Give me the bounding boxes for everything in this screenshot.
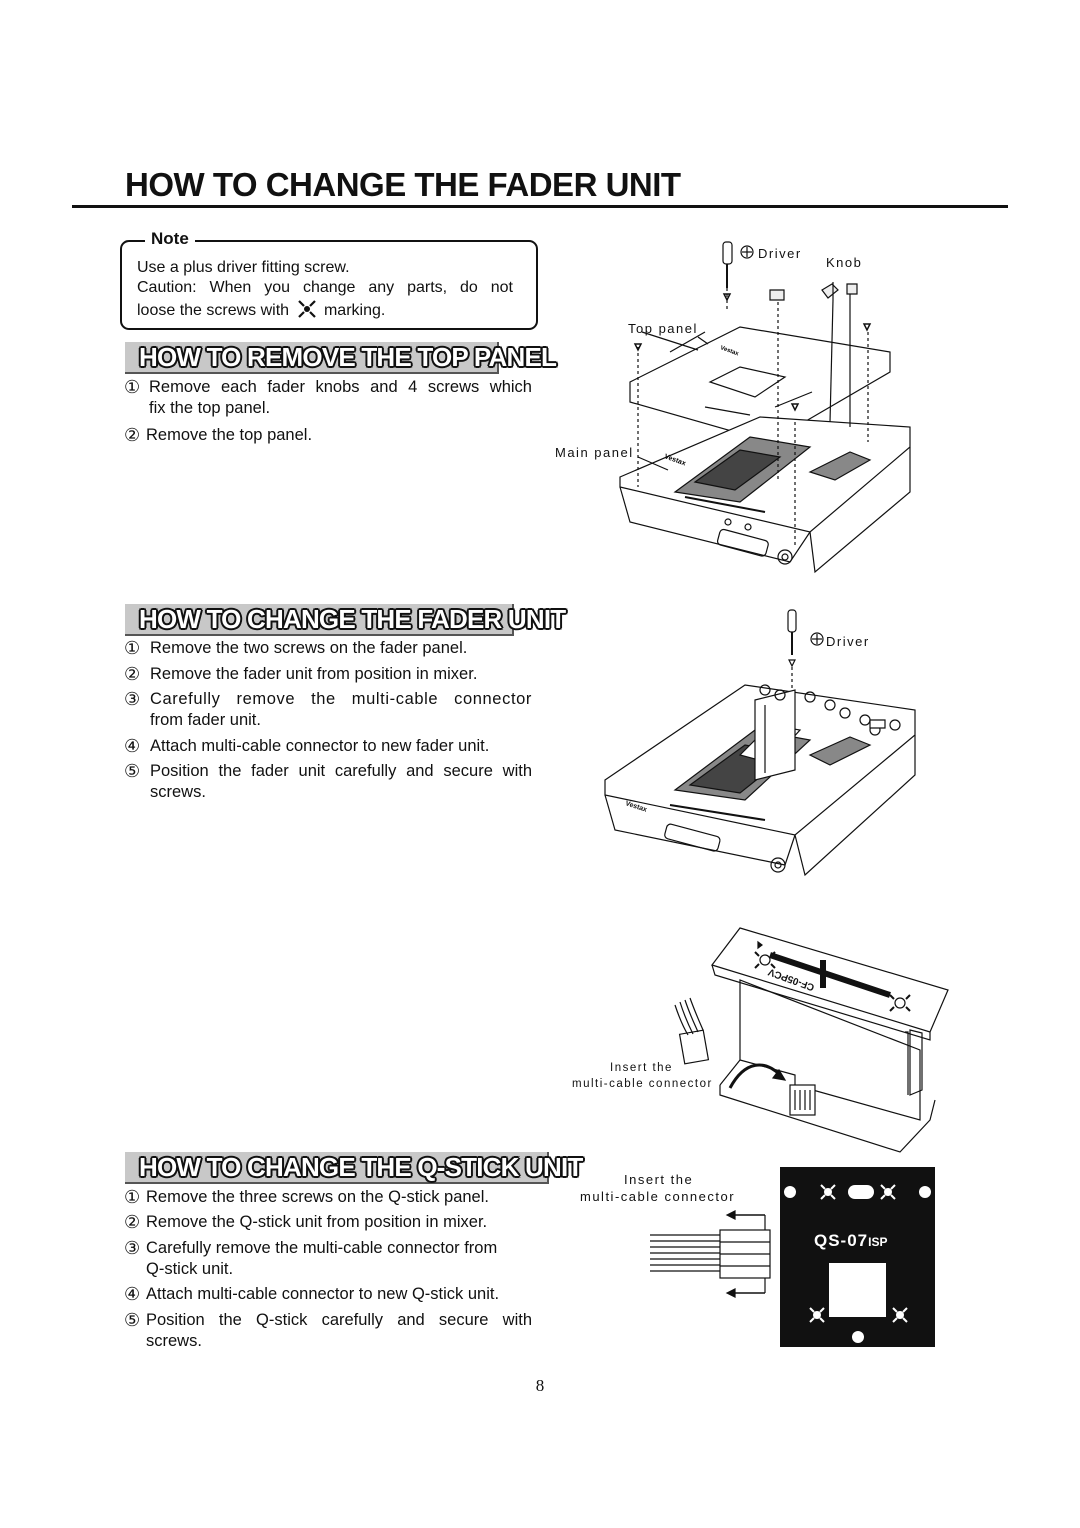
- q-stick-panel-graphic: [780, 1167, 935, 1347]
- step-number: ①: [124, 377, 141, 397]
- q-stick-panel: [780, 1167, 935, 1347]
- model-suffix: ISP: [868, 1235, 888, 1249]
- fader-board-diagram: [640, 920, 950, 1160]
- step-text: Remove the two screws on the fader panel.: [150, 639, 468, 657]
- note-label: Note: [145, 229, 195, 249]
- insert-connector-label-line1: Insert the: [624, 1172, 694, 1187]
- brand-label: Vestax: [624, 800, 648, 814]
- step-text: Remove each fader knobs and 4 screws which: [149, 378, 532, 396]
- insert-connector-label-line1: Insert the: [610, 1062, 673, 1074]
- driver-label: Driver: [758, 246, 802, 261]
- figure-change-fader-unit: [595, 605, 925, 905]
- top-panel-label: Top panel: [628, 321, 698, 336]
- section-title-change-q-stick-unit: HOW TO CHANGE THE Q-STICK UNIT: [139, 1152, 583, 1182]
- screw-marking-icon: [297, 300, 317, 318]
- step-text: Carefully remove the multi-cable connector from: [146, 1239, 498, 1257]
- title-divider: [72, 205, 1008, 208]
- step-number: ③: [124, 1238, 141, 1258]
- step-text: Carefully remove the multi-cable connector: [150, 690, 532, 708]
- step-number: ①: [124, 1187, 141, 1207]
- q-stick-model-label: [814, 1231, 887, 1251]
- note-line-3: [137, 300, 385, 320]
- step-number: ④: [124, 736, 141, 756]
- step-number: ④: [124, 1284, 141, 1304]
- figure-remove-top-panel: [550, 232, 930, 592]
- model-name: QS-07: [814, 1231, 869, 1250]
- q-stick-connector-diagram: [645, 1205, 775, 1310]
- step-text-continued: Q-stick unit.: [146, 1260, 234, 1278]
- connector-arrows: [645, 1205, 775, 1310]
- insert-connector-label-line2: multi-cable connector: [572, 1078, 713, 1090]
- step-text-continued: screws.: [150, 783, 206, 801]
- step-text-continued: from fader unit.: [150, 711, 261, 729]
- brand-label: Vestax: [719, 345, 740, 358]
- step-number: ②: [124, 1212, 141, 1232]
- section-title-remove-top-panel: HOW TO REMOVE THE TOP PANEL: [139, 342, 557, 372]
- step-text: Position the fader unit carefully and secure with: [150, 762, 532, 780]
- step-text: Remove the Q-stick unit from position in mixer.: [146, 1213, 488, 1231]
- knob-label: Knob: [826, 255, 863, 270]
- step-text: Position the Q-stick carefully and secure with: [146, 1311, 532, 1329]
- step-text: Attach multi-cable connector to new Q-stick unit.: [146, 1285, 500, 1303]
- step-number: ②: [124, 425, 141, 445]
- step-text: Remove the three screws on the Q-stick panel.: [146, 1188, 489, 1206]
- fader-unit-diagram: [595, 605, 925, 905]
- top-panel-exploded-diagram: [550, 232, 930, 592]
- main-panel-label: Main panel: [555, 445, 634, 460]
- fader-model-label: CF-05PCV: [766, 965, 817, 993]
- figure-fader-board: [640, 920, 950, 1160]
- step-text-continued: fix the top panel.: [149, 399, 271, 417]
- brand-label: Vestax: [663, 453, 687, 468]
- step-number: ②: [124, 664, 141, 684]
- note-line-1: Use a plus driver fitting screw.: [137, 259, 350, 276]
- page-number: 8: [535, 1376, 545, 1395]
- note-line-3-marking: marking.: [323, 302, 386, 319]
- step-number: ③: [124, 689, 141, 709]
- step-text: Remove the fader unit from position in mixer.: [150, 665, 478, 683]
- driver-label: Driver: [826, 634, 870, 649]
- step-text: Attach multi-cable connector to new fader unit.: [150, 737, 490, 755]
- note-line-3-text: loose the screws with: [137, 302, 290, 319]
- step-text: Remove the top panel.: [146, 426, 313, 444]
- step-number: ①: [124, 638, 141, 658]
- page-title: HOW TO CHANGE THE FADER UNIT: [125, 166, 681, 203]
- step-number: ⑤: [124, 761, 141, 781]
- note-caution-line: Caution: When you change any parts, do not: [137, 279, 513, 296]
- insert-connector-label-line2: multi-cable connector: [580, 1189, 736, 1204]
- step-number: ⑤: [124, 1310, 141, 1330]
- section-title-change-fader-unit: HOW TO CHANGE THE FADER UNIT: [139, 604, 566, 634]
- step-text-continued: screws.: [146, 1332, 202, 1350]
